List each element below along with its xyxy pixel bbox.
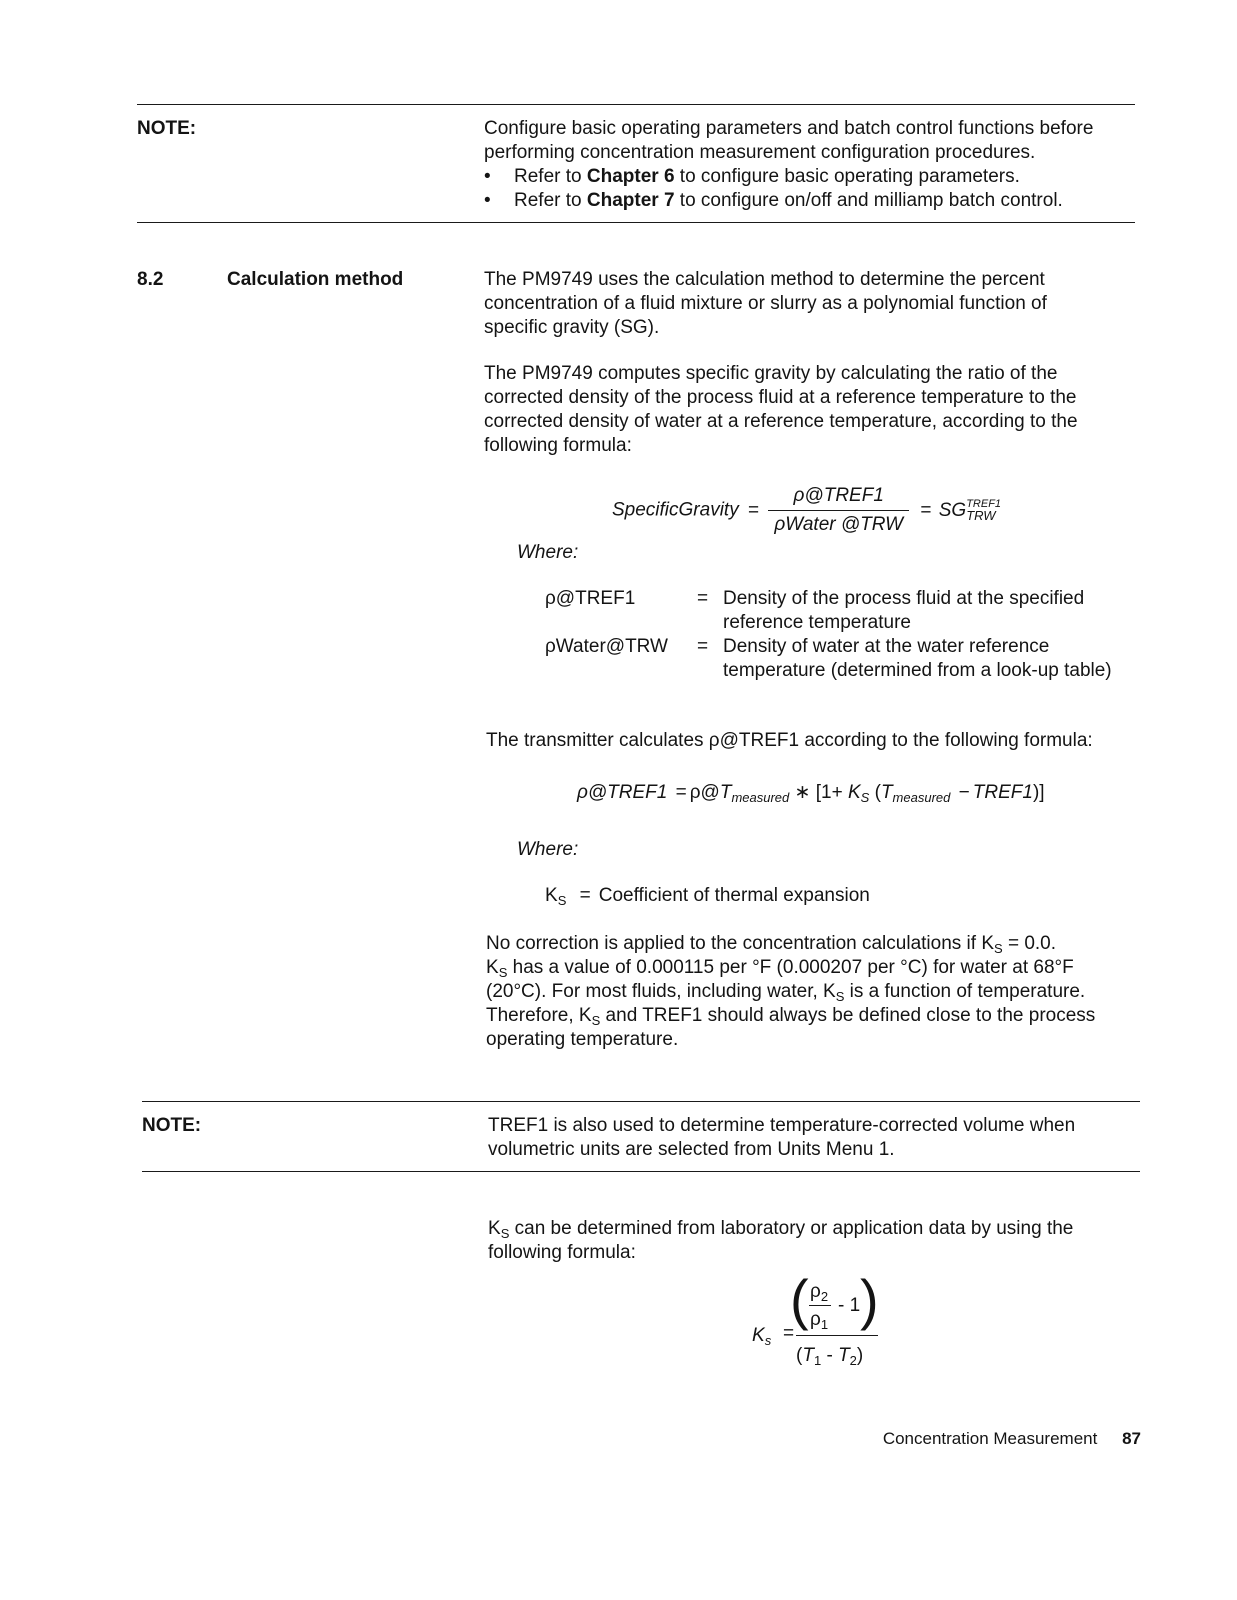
main-fraction-bar [796, 1335, 878, 1336]
inner-fraction-bar [809, 1305, 831, 1306]
sg-fraction: $\frac{\text{ρ@TREF1}}{\text{ρWater @TRW}}$ [768, 484, 909, 537]
rho-tref1-formula: ρ@TREF1 = $\rho@T_{measured}$ ∗ [$1+ K_S$ ($T_{measured}$ − TREF1)] [577, 782, 1045, 805]
ks-definition: $K_S$ = Coefficient of thermal expansion [545, 885, 870, 908]
note2-bottom-rule [142, 1171, 1140, 1172]
section-number: 8.2 [137, 269, 164, 290]
ks-formula: $K_s$ = ( ) $\rho_2$ $\rho_1$ - 1 $(T_1 - T_2)$ [752, 1268, 879, 1368]
definition-row: ρWater@TRW = Density of water at the water reference temperature (determined from a look-up table) [545, 636, 1112, 681]
note1-bullet-2: • Refer to Chapter 7 to configure on/off and milliamp batch control. [484, 189, 1144, 213]
para-3: The transmitter calculates ρ@TREF1 according to the following formula: [486, 730, 1093, 751]
section-title: Calculation method [227, 269, 404, 290]
para-5: $K_S$ can be determined from laboratory or application data by using the following formula: [488, 1218, 1074, 1263]
note2-label: NOTE: [142, 1115, 202, 1136]
note1-text: Configure basic operating parameters and batch control functions before performing concentration measurement configuration procedures. [484, 118, 1094, 163]
note2-text: TREF1 is also used to determine temperature-corrected volume when volumetric units are selected from Units Menu 1. [488, 1115, 1076, 1160]
note1-bottom-rule [137, 222, 1135, 223]
page-number: 87 [1122, 1429, 1141, 1448]
where-label-1: Where: [517, 542, 579, 563]
note1-label: NOTE: [137, 118, 197, 139]
note1-top-rule [137, 104, 1135, 105]
definition-row: ρ@TREF1 = Density of the process fluid at the specified reference temperature [545, 588, 1085, 633]
page-footer [800, 1427, 1141, 1451]
note1-bullets [484, 165, 1144, 213]
where1-definitions [545, 587, 1143, 683]
where-label-2: Where: [517, 839, 579, 860]
section-para-1: The PM9749 uses the calculation method to determine the percent concentration of a fluid mixture or slurry as a polynomial function of specific gravity (SG). [484, 269, 1047, 338]
para-4: No correction is applied to the concentration calculations if $K_S = 0.0$. $K_S$ has a value of 0.000115 per °F (0.000207 per °C) for water at 68°F (20°C). For most fluids, including water, $K_S$ is a function of temperature. Therefore, $K_S$ and TREF1 should always be defined close to the process operating temperature. [486, 933, 1096, 1050]
section-para-2: The PM9749 computes specific gravity by calculating the ratio of the corrected density of the process fluid at a reference temperature to the corrected density of water at a reference temperature, according to the following formula: [484, 363, 1078, 456]
note1-body [484, 117, 1144, 213]
note1-bullet-1: • Refer to Chapter 6 to configure basic operating parameters. [484, 165, 1144, 189]
footer-section-name: Concentration Measurement [882, 1429, 1098, 1448]
specific-gravity-formula: SpecificGravity = $\frac{\text{ρ@TREF1}}{\text{ρWater @TRW}}$ = SG TREF1 TRW [612, 485, 1002, 535]
note2-top-rule [142, 1101, 1140, 1102]
